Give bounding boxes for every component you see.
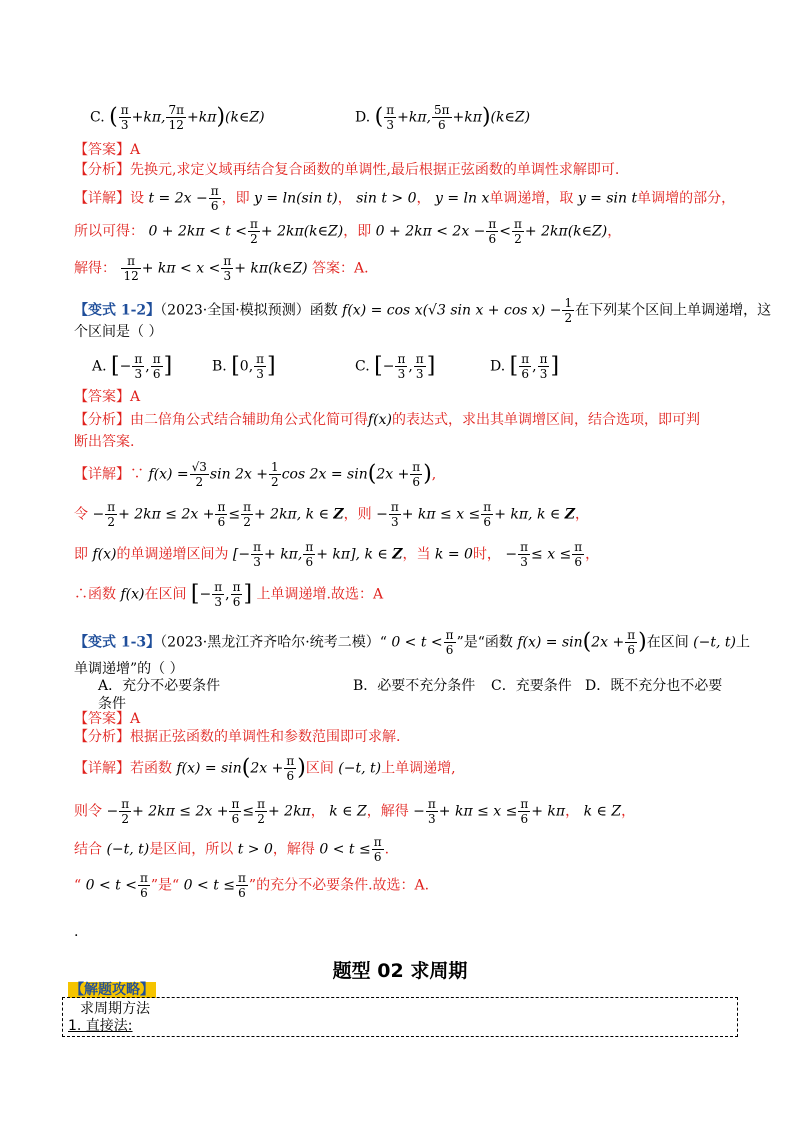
strategy-box bbox=[62, 997, 738, 1037]
strategy-line1: 求周期方法 bbox=[80, 1001, 150, 1017]
detail-3-line3: 结合 (−t, t)是区间，所以 t > 0，解得 0 < t ≤ $\frac{\pi}{6}$ . bbox=[74, 835, 390, 864]
analysis-2-l2: 断出答案. bbox=[74, 434, 135, 450]
answer-1: 【答案】A bbox=[74, 142, 141, 158]
stray-dot: . bbox=[74, 924, 79, 940]
detail-2-line3: 即 f(x)的单调递增区间为 [− $\frac{\pi}{3}$ + kπ, $\frac{\pi}{6}$ + kπ], k ∈ Z，当 k = 0时， − $\frac{\pi}{3}$ ≤ x ≤ $\frac{\pi}{6}$ ， bbox=[74, 540, 600, 569]
strategy-line2: 1. 直接法: bbox=[68, 1018, 133, 1034]
variant-1-3-optA: A．充分不必要条件 bbox=[98, 678, 221, 694]
detail-1-line2: 所以可得： 0 + 2kπ < t < $\frac{\pi}{2}$ + 2kπ(k∈Z)，即 0 + 2kπ < 2x − $\frac{\pi}{6}$ < $\frac{\pi}{2}$ + 2kπ(k∈Z)， bbox=[74, 217, 622, 246]
analysis-2: 【分析】由二倍角公式结合辅助角公式化简可得f(x)的表达式，求出其单调增区间，结合选项，即可判 bbox=[74, 412, 701, 428]
variant-1-3-question: 【变式 1-3】（2023·黑龙江齐齐哈尔·统考二模）“ 0 < t < $\frac{\pi}{6}$ ”是“函数 f(x) = sin(2x + $\frac{\pi}{6}$ )在区间 (−t, t)上 bbox=[74, 628, 750, 657]
variant-1-2-question-l2: 个区间是（ ） bbox=[74, 324, 163, 340]
detail-2-line1: 【详解】∵ f(x) = $\frac{√3}{2}$ sin 2x + $\frac{1}{2}$ cos 2x = sin(2x + $\frac{\pi}{6}$ ), bbox=[74, 460, 437, 489]
answer-2: 【答案】A bbox=[74, 389, 141, 405]
section-title: 题型 02 求周期 bbox=[332, 960, 468, 982]
detail-3-line1: 【详解】若函数 f(x) = sin(2x + $\frac{\pi}{6}$ )区间 (−t, t)上单调递增, bbox=[74, 754, 456, 783]
detail-1-line3: 解得： $\frac{\pi}{12}$ + kπ < x < $\frac{\pi}{3}$ + kπ(k∈Z) 答案：A. bbox=[74, 254, 369, 283]
variant-1-3-optD-wrap: 条件 bbox=[98, 696, 126, 712]
option-d: D. ( $\frac{\pi}{3}$ +kπ, $\frac{5\pi}{6}$ +kπ)(k∈Z) bbox=[355, 103, 531, 132]
detail-1-line1: 【详解】设 t = 2x − $\frac{\pi}{6}$ ，即 y = ln(sin t)， sin t > 0， y = ln x单调递增，取 y = sin t单调增的部分， bbox=[74, 184, 736, 213]
analysis-3: 【分析】根据正弦函数的单调性和参数范围即可求解. bbox=[74, 729, 401, 745]
variant-1-3-optD: D．既不充分也不必要 bbox=[585, 678, 723, 694]
option-c: C. ( $\frac{\pi}{3}$ +kπ, $\frac{7\pi}{12}$ +kπ)(k∈Z) bbox=[90, 103, 265, 132]
detail-2-line2: 令 − $\frac{\pi}{2}$ + 2kπ ≤ 2x + $\frac{\pi}{6}$ ≤ $\frac{\pi}{2}$ + 2kπ, k ∈ Z，则 − $\frac{\pi}{3}$ + kπ ≤ x ≤ $\frac{\pi}{6}$ + kπ, k ∈ Z， bbox=[74, 500, 589, 529]
variant-1-3-question-l2: 单调递增”的（ ） bbox=[74, 661, 184, 677]
variant-1-2-question: 【变式 1-2】（2023·全国·模拟预测）函数 f(x) = cos x(√3 sin x + cos x) − $\frac{1}{2}$ 在下列某个区间上单调递增，这 bbox=[74, 296, 772, 325]
analysis-1: 【分析】先换元,求定义域再结合复合函数的单调性,最后根据正弦函数的单调性求解即可. bbox=[74, 162, 620, 178]
answer-3: 【答案】A bbox=[74, 711, 141, 727]
detail-2-line4: ∴函数 f(x)在区间 [− $\frac{\pi}{3}$ , $\frac{\pi}{6}$ ] 上单调递增.故选：A bbox=[74, 580, 384, 609]
strategy-tag: 【解题攻略】 bbox=[70, 982, 154, 998]
variant-1-3-optC: C．充要条件 bbox=[491, 678, 572, 694]
detail-3-line4: “ 0 < t < $\frac{\pi}{6}$ ”是“ 0 < t ≤ $\frac{\pi}{6}$ ”的充分不必要条件.故选：A. bbox=[74, 871, 430, 900]
variant-1-3-optB: B．必要不充分条件 bbox=[353, 678, 476, 694]
variant-1-2-options: A. [− $\frac{\pi}{3}$ , $\frac{\pi}{6}$ ] bbox=[92, 352, 173, 381]
detail-3-line2: 则令 − $\frac{\pi}{2}$ + 2kπ ≤ 2x + $\frac{\pi}{6}$ ≤ $\frac{\pi}{2}$ + 2kπ， k ∈ Z，解得 − $\frac{\pi}{3}$ + kπ ≤ x ≤ $\frac{\pi}{6}$ + kπ， k ∈ Z， bbox=[74, 797, 636, 826]
